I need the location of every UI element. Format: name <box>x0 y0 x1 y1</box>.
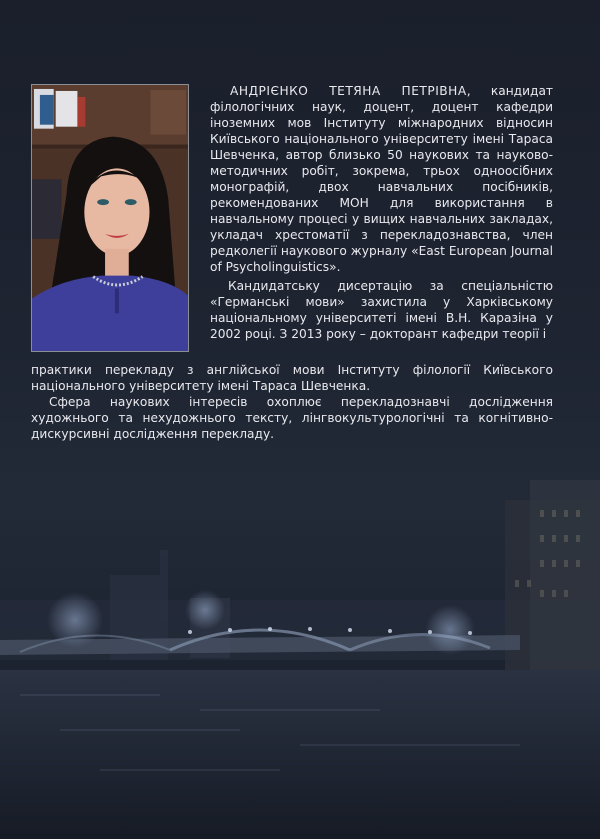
dissertation-paragraph-part1: Кандидатську дисертацію за спеціальністю «Германські мови» захистила у Харківському національному університеті імені В.Н. Каразіна у 2002 році. З 2013 року – докторант кафедри теорії і <box>210 279 553 341</box>
dissertation-paragraph-part2: практики перекладу з англійської мови Інституту філології Київського національного університету імені Тараса Шевченка. <box>31 363 553 393</box>
author-portrait <box>31 84 189 352</box>
night-city-background <box>0 480 600 839</box>
research-interests-paragraph: Сфера наукових інтересів охоплює перекладознавчі дослідження художнього та нехудожнього тексту, лінгвокультурологічні та когнітивно-дискурсивні дослідження перекладу. <box>31 395 553 441</box>
author-name: АНДРІЄНКО ТЕТЯНА ПЕТРІВНА <box>230 84 467 98</box>
author-bio-bottom <box>31 362 553 442</box>
author-bio-top <box>210 83 553 342</box>
bio-intro-paragraph <box>210 83 553 275</box>
bio-intro-text: , кандидат філологічних наук, доцент, доцент кафедри іноземних мов Інституту міжнародних відносин Київського національного університету імені Тараса Шевченка, автор близько 50 наукових та науково-методичних робіт, зокрема, трьох одноосібних монографій, двох навчальних посібників, рекомендованих МОН для використання в навчальному процесі у вищих навчальних закладах, укладач хрестоматії з перекладознавства, член редколегії наукового журналу «East European Journal of Psycholinguistics». <box>210 84 554 274</box>
